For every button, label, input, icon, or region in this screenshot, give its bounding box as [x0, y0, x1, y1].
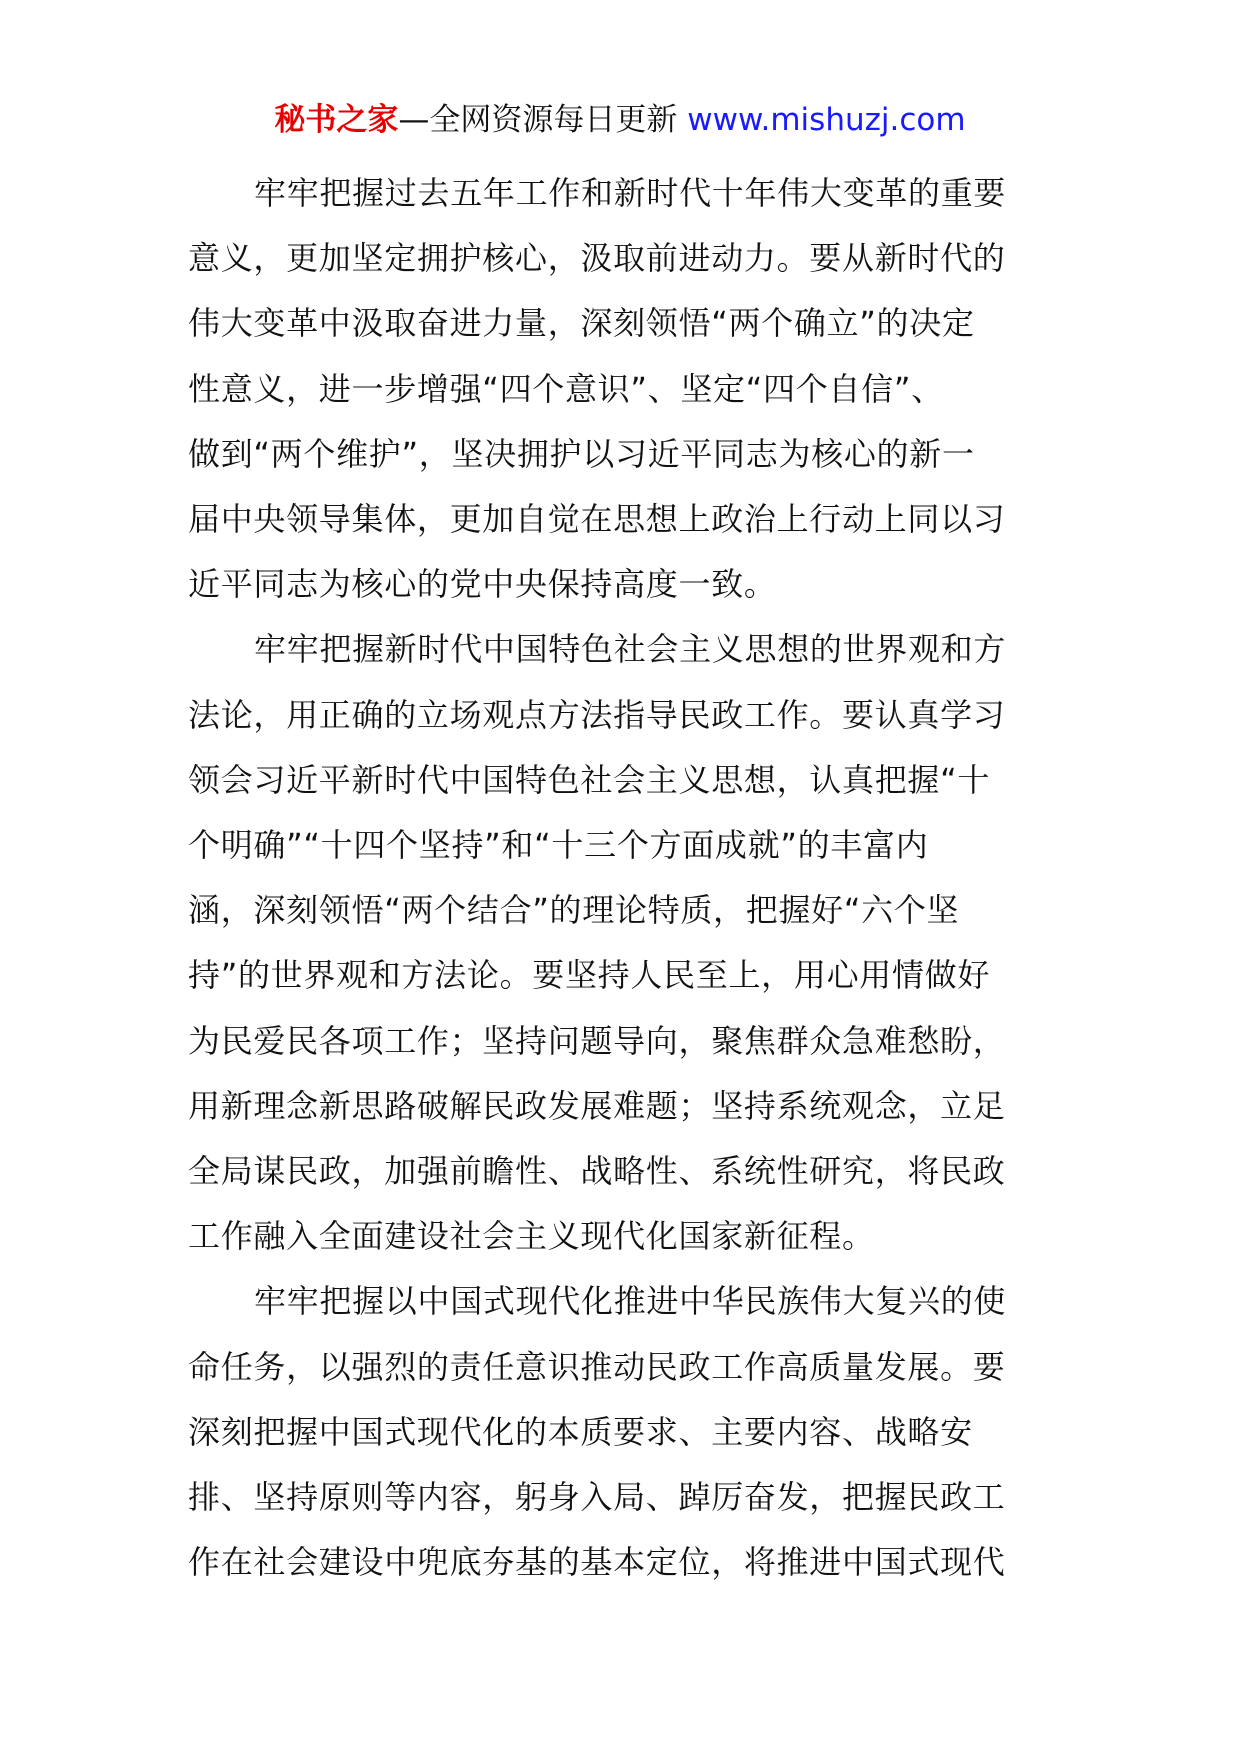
paragraph-2 [188, 617, 1056, 1269]
text-line: 全局谋民政，加强前瞻性、战略性、系统性研究，将民政 [188, 1152, 1006, 1191]
paragraph-3 [188, 1269, 1056, 1595]
text-line: 做到“两个维护”，坚决拥护以习近平同志为核心的新一 [188, 434, 975, 473]
text-line: 用新理念新思路破解民政发展难题；坚持系统观念，立足 [188, 1086, 1006, 1125]
text-line: 牢牢把握以中国式现代化推进中华民族伟大复兴的使 [254, 1282, 1007, 1321]
text-line: 性意义，进一步增强“四个意识”、坚定“四个自信”、 [188, 369, 944, 408]
text-line: 为民爱民各项工作；坚持问题导向，聚焦群众急难愁盼， [188, 1021, 1006, 1060]
text-line: 涵，深刻领悟“两个结合”的理论特质，把握好“六个坚 [188, 891, 960, 930]
text-line: 排、坚持原则等内容，躬身入局、踔厉奋发，把握民政工 [188, 1478, 1006, 1517]
text-line: 工作融入全面建设社会主义现代化国家新征程。 [188, 1217, 875, 1256]
paragraph-1 [188, 161, 1056, 617]
text-line: 作在社会建设中兜底夯基的基本定位，将推进中国式现代 [188, 1543, 1006, 1582]
brand-name: 秘书之家 [274, 102, 399, 138]
text-line: 牢牢把握新时代中国特色社会主义思想的世界观和方 [254, 630, 1007, 669]
text-line: 个明确”“十四个坚持”和“十三个方面成就”的丰富内 [188, 826, 929, 865]
text-line: 持”的世界观和方法论。要坚持人民至上，用心用情做好 [188, 956, 991, 995]
text-line: 法论，用正确的立场观点方法指导民政工作。要认真学习 [188, 695, 1006, 734]
text-line: 伟大变革中汲取奋进力量，深刻领悟“两个确立”的决定 [188, 304, 975, 343]
page-header [0, 100, 1240, 140]
website-link[interactable]: www.mishuzj.com [687, 102, 966, 138]
text-line: 近平同志为核心的党中央保持高度一致。 [188, 565, 777, 604]
text-line: 牢牢把握过去五年工作和新时代十年伟大变革的重要 [254, 174, 1007, 212]
text-line: 届中央领导集体，更加自觉在思想上政治上行动上同以习 [188, 500, 1006, 539]
text-line: 命任务，以强烈的责任意识推动民政工作高质量发展。要 [188, 1347, 1006, 1386]
text-line: 领会习近平新时代中国特色社会主义思想，认真把握“十 [188, 760, 991, 799]
header-tagline: —全网资源每日更新 [398, 102, 688, 138]
text-line: 意义，更加坚定拥护核心，汲取前进动力。要从新时代的 [188, 239, 1006, 278]
text-line: 深刻把握中国式现代化的本质要求、主要内容、战略安 [188, 1412, 973, 1451]
document-body [188, 161, 1056, 1595]
